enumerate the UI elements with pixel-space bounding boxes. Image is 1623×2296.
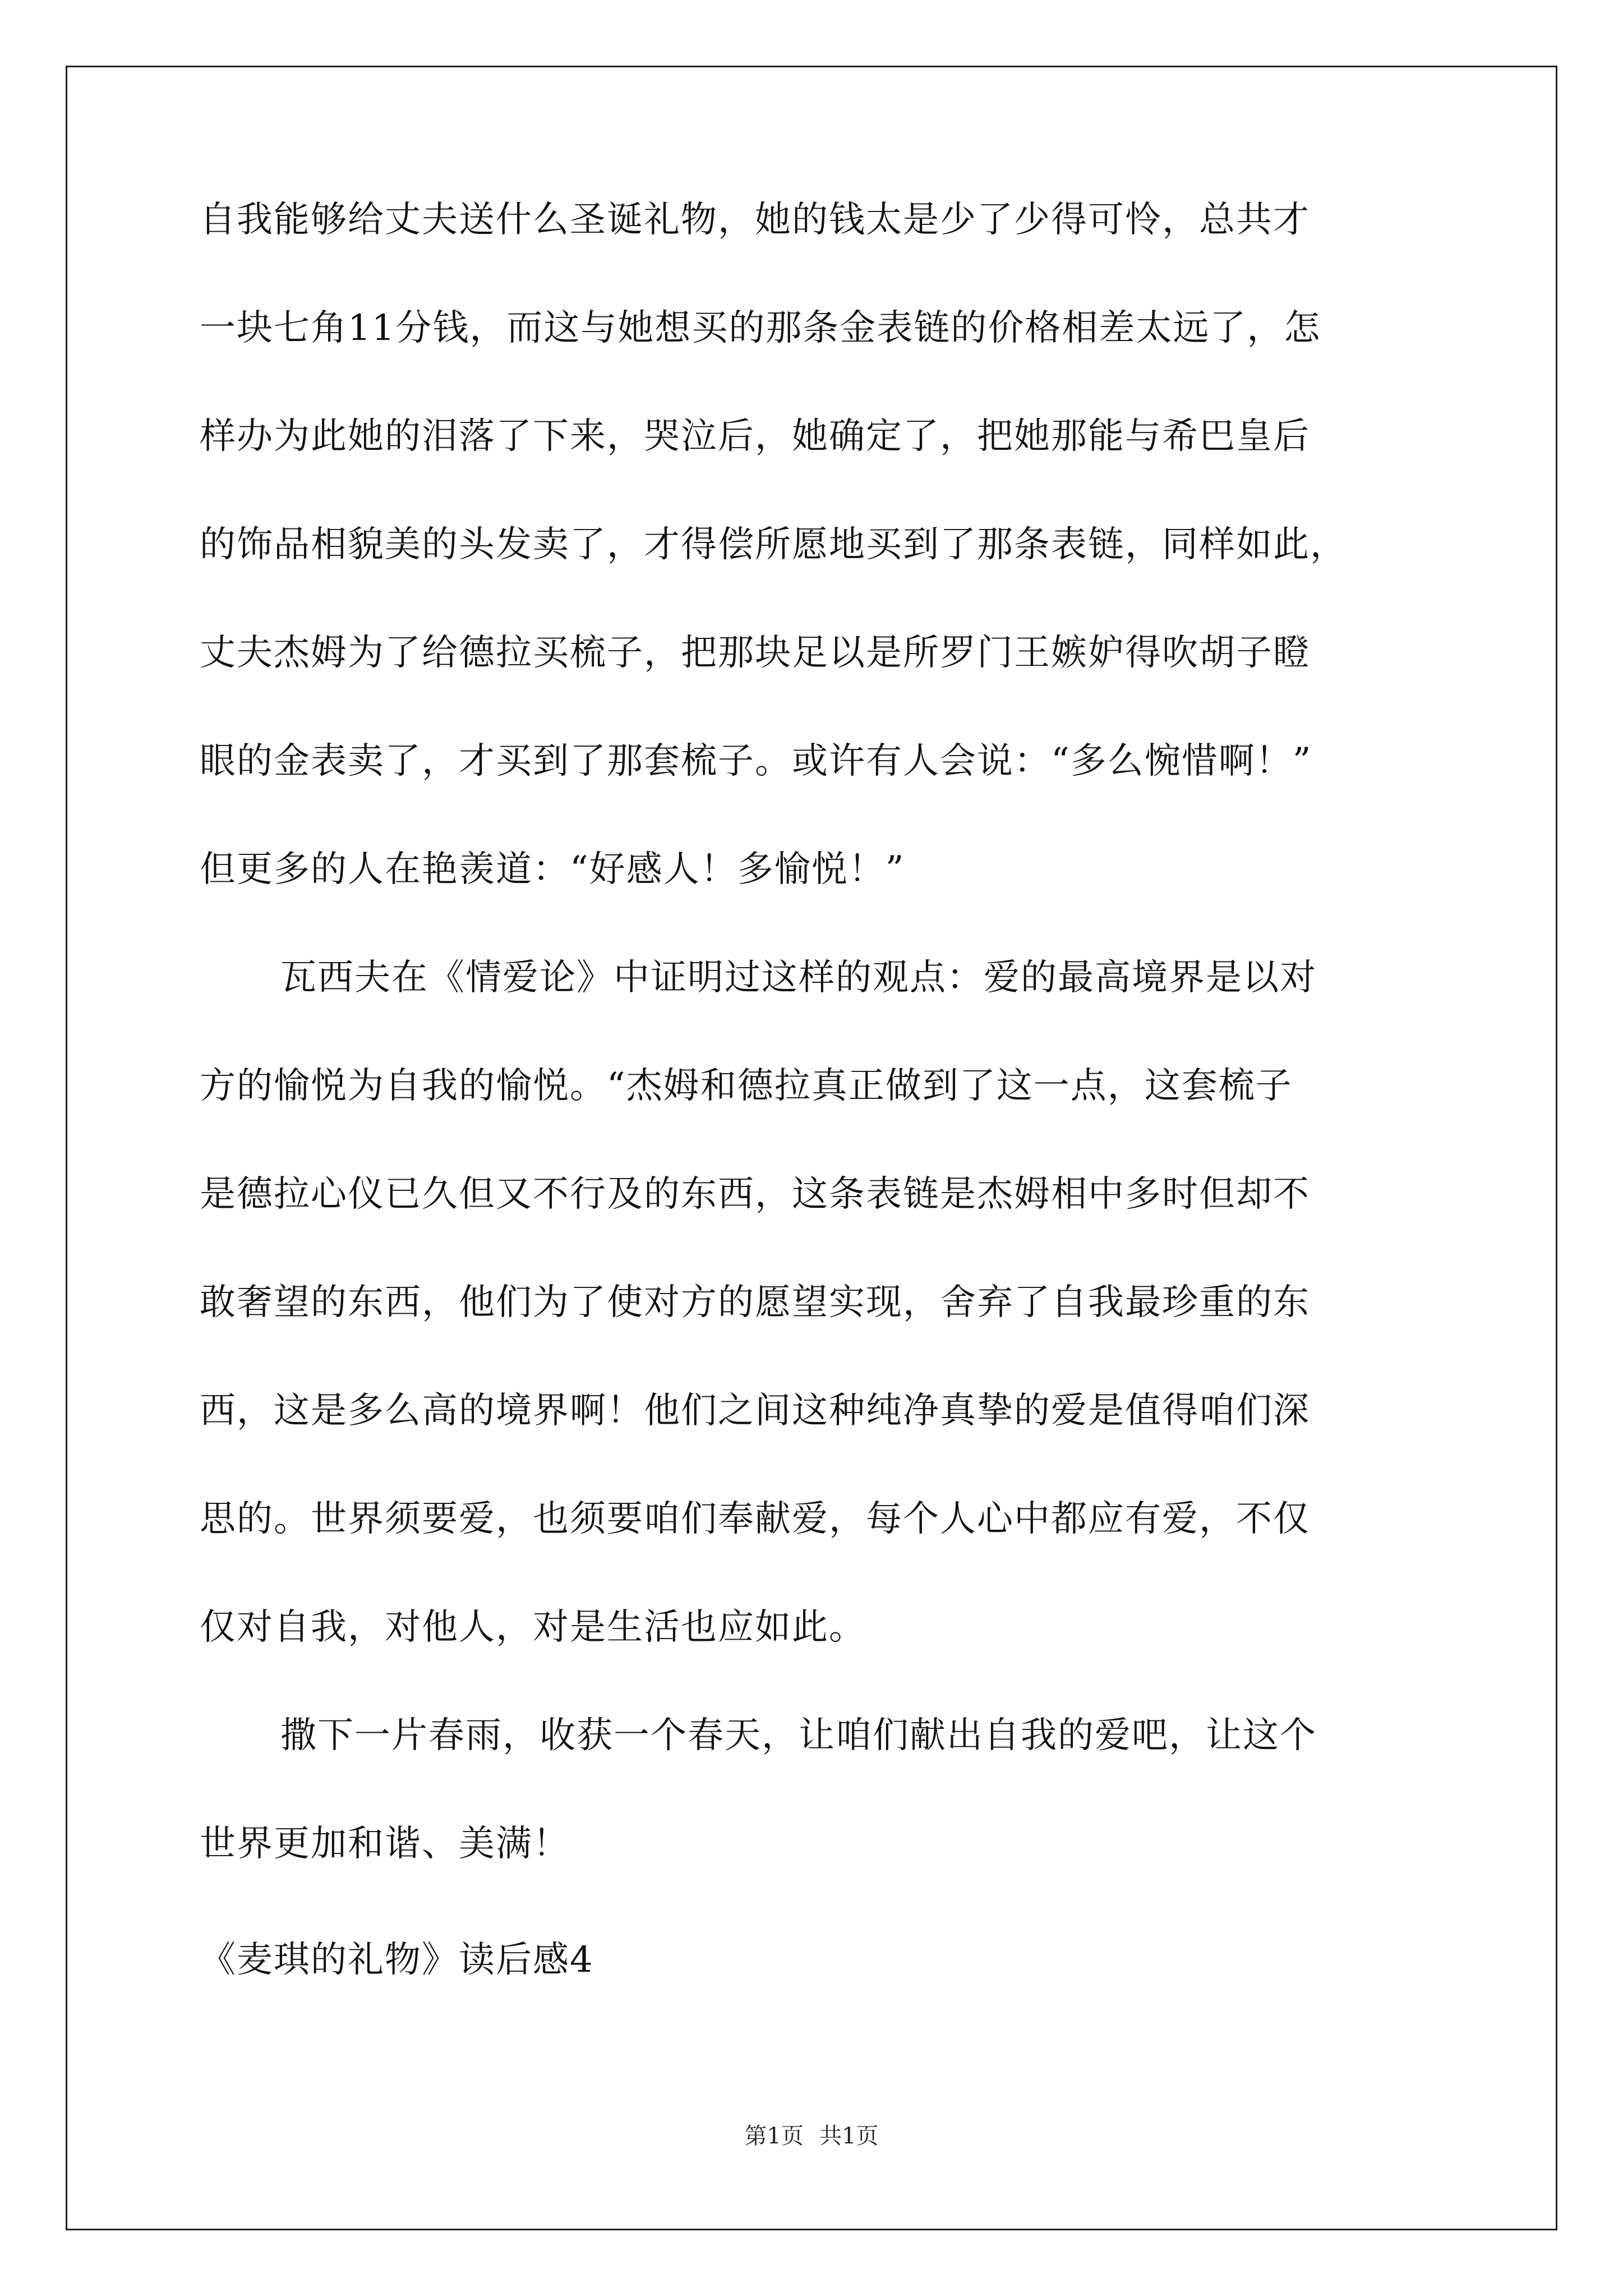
- page-footer: [0, 2125, 1623, 2147]
- document-body: [200, 199, 1433, 1934]
- page-number: 第1页: [744, 2123, 804, 2149]
- body-line: 敢奢望的东西，他们为了使对方的愿望实现，舍弃了自我最珍重的东: [200, 1282, 1310, 1323]
- body-line: 的饰品相貌美的头发卖了，才得偿所愿地买到了那条表链，同样如此，: [200, 524, 1347, 565]
- body-line: 眼的金表卖了，才买到了那套梳子。或许有人会说：“多么惋惜啊！”: [200, 740, 1312, 782]
- body-line: 是德拉心仪已久但又不行及的东西，这条表链是杰姆相中多时但却不: [200, 1174, 1310, 1215]
- body-line: 方的愉悦为自我的愉悦。“杰姆和德拉真正做到了这一点，这套梳子: [200, 1065, 1293, 1107]
- paragraph-first-line: 瓦西夫在《情爱论》中证明过这样的观点：爱的最高境界是以对: [280, 957, 1317, 999]
- body-line: 思的。世界须要爱，也须要咱们奉献爱，每个人心中都应有爱，不仅: [200, 1498, 1310, 1540]
- body-line: 样办为此她的泪落了下来，哭泣后，她确定了，把她那能与希巴皇后: [200, 416, 1310, 457]
- body-line: 一块七角11分钱，而这与她想买的那条金表链的价格相差太远了，怎: [200, 307, 1321, 349]
- body-line: 丈夫杰姆为了给德拉买梳子，把那块足以是所罗门王嫉妒得吹胡子瞪: [200, 632, 1310, 674]
- body-line: 世界更加和谐、美满！: [200, 1823, 570, 1865]
- body-line: 西，这是多么高的境界啊！他们之间这种纯净真挚的爱是值得咱们深: [200, 1390, 1310, 1432]
- body-line: 自我能够给丈夫送什么圣诞礼物，她的钱太是少了少得可怜，总共才: [200, 199, 1310, 241]
- body-line: 但更多的人在艳羡道：“好感人！多愉悦！”: [200, 849, 905, 890]
- body-line: 仅对自我，对他人，对是生活也应如此。: [200, 1607, 866, 1648]
- section-heading: 《麦琪的礼物》读后感4: [200, 1939, 594, 1981]
- page-total: 共1页: [819, 2123, 879, 2149]
- paragraph-first-line: 撒下一片春雨，收获一个春天，让咱们献出自我的爱吧，让这个: [280, 1715, 1317, 1756]
